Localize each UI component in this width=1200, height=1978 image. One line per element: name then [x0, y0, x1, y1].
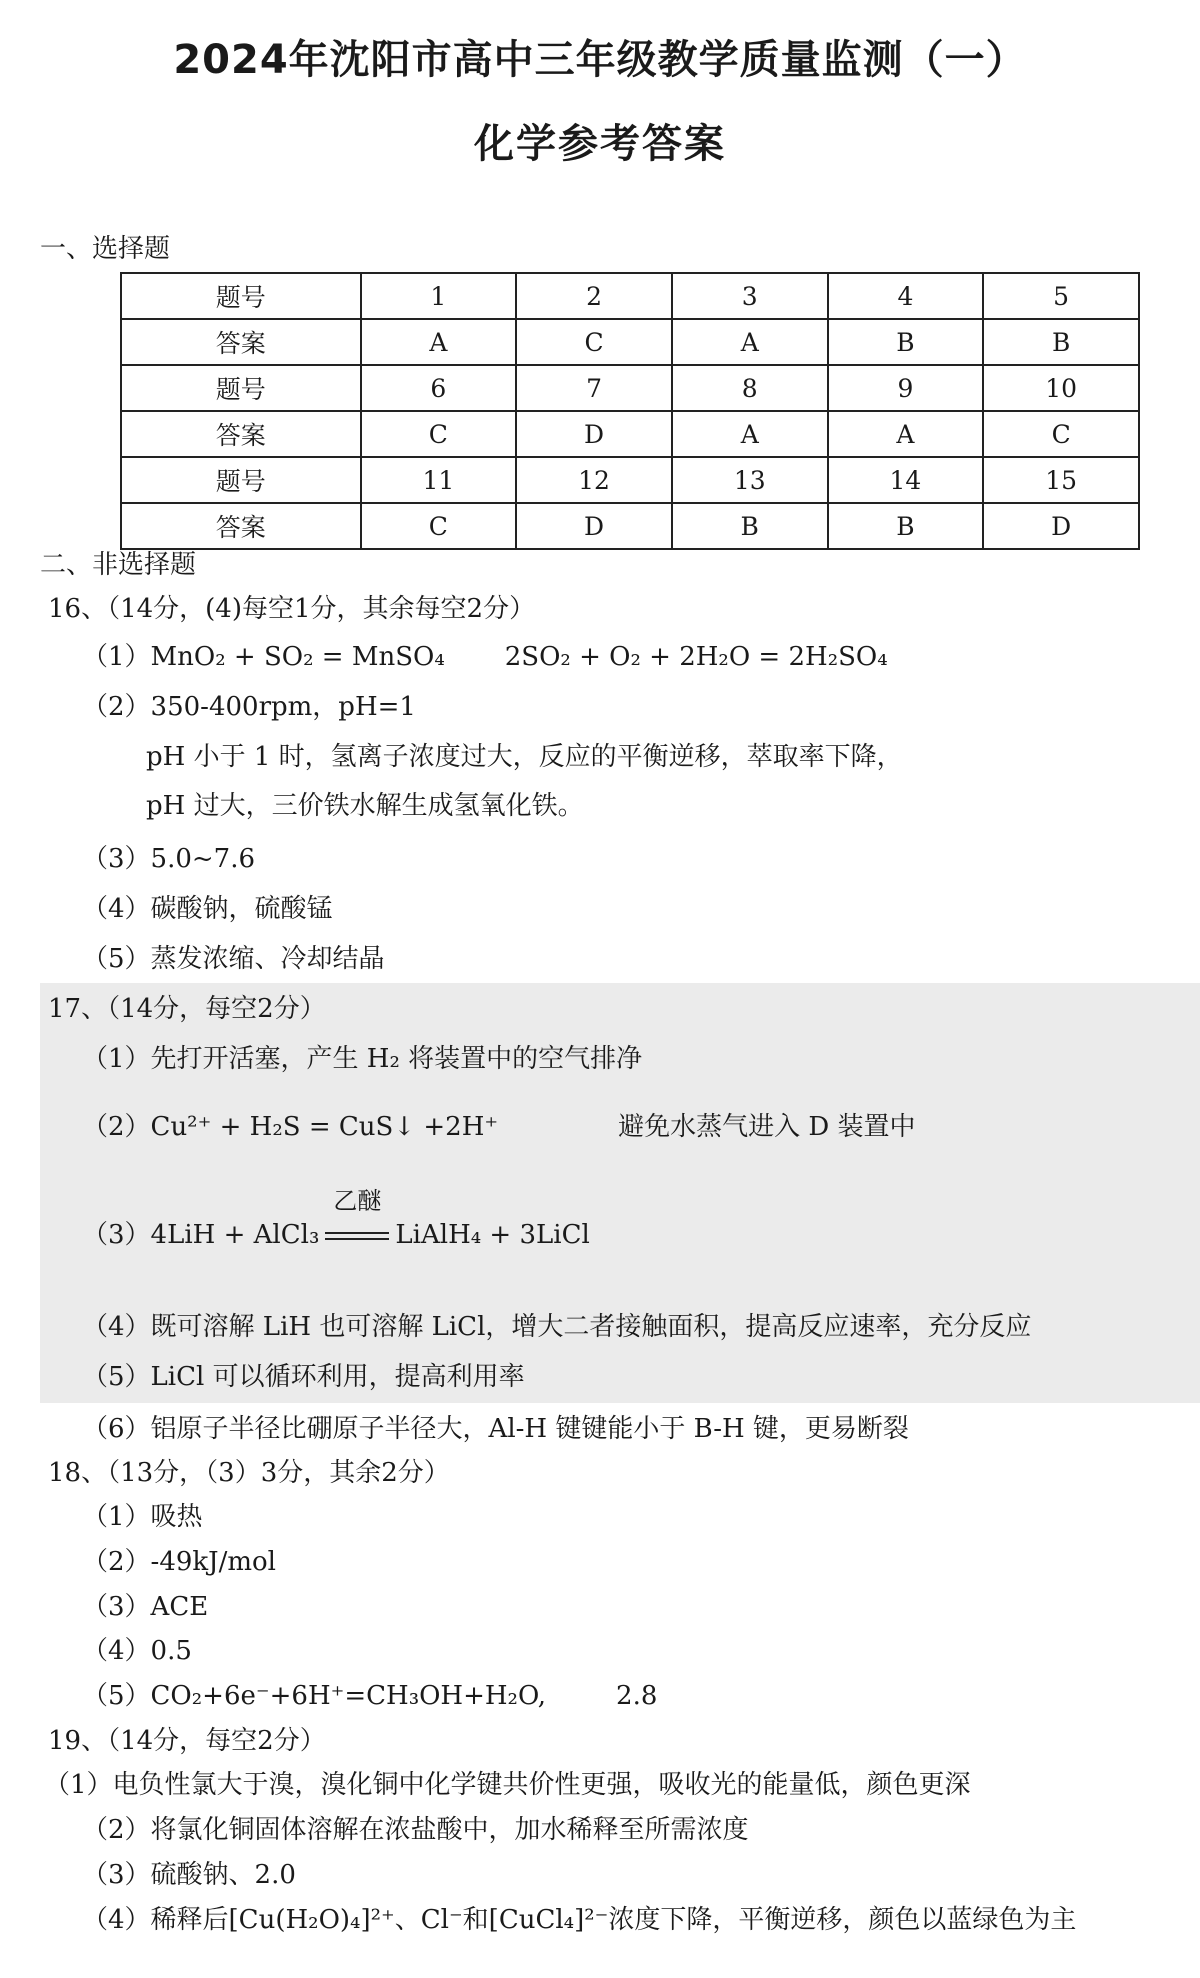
q17-answer-6: （6）铝原子半径比硼原子半径大，Al-H 键键能小于 B-H 键，更易断裂: [82, 1414, 909, 1444]
q16-answer-4: （4）碳酸钠，硫酸锰: [82, 894, 333, 924]
table-row: [121, 457, 1139, 503]
page-subtitle: 化学参考答案: [474, 121, 726, 167]
table-row-header-cell: 答案: [121, 503, 361, 549]
q17-a2-note: 避免水蒸气进入 D 装置中: [618, 1112, 916, 1142]
table-cell: 1: [361, 273, 517, 319]
table-row-header-cell: 答案: [121, 319, 361, 365]
table-cell: 4: [828, 273, 984, 319]
q17-answer-2: [82, 1110, 915, 1144]
q16-answer-2: （2）350-400rpm，pH=1: [82, 692, 416, 722]
q18-answer-5: [82, 1679, 657, 1713]
table-cell: 11: [361, 457, 517, 503]
table-cell: C: [983, 411, 1139, 457]
table-cell: 9: [828, 365, 984, 411]
table-row-header-cell: 答案: [121, 411, 361, 457]
table-cell: 6: [361, 365, 517, 411]
q17-a2-equation: Cu²⁺ + H₂S = CuS↓ +2H⁺: [150, 1112, 499, 1142]
q19-answer-3: （3）硫酸钠、2.0: [82, 1860, 296, 1890]
q16-header: 16、（14分，(4)每空1分，其余每空2分）: [48, 594, 536, 624]
q18-header: 18、（13分，（3）3分，其余2分）: [48, 1458, 450, 1488]
q19-header: 19、（14分，每空2分）: [48, 1726, 326, 1756]
table-cell: 2: [516, 273, 672, 319]
q17-a3-products: LiAlH₄ + 3LiCl: [395, 1220, 590, 1250]
table-cell: 15: [983, 457, 1139, 503]
section-multiple-choice-heading: 一、选择题: [40, 234, 171, 264]
q18-answer-3: （3）ACE: [82, 1592, 209, 1622]
table-row: [121, 319, 1139, 365]
table-cell: 8: [672, 365, 828, 411]
q19-answer-1: （1）电负性氯大于溴，溴化铜中化学键共价性更强，吸收光的能量低，颜色更深: [44, 1770, 971, 1800]
table-cell: D: [516, 503, 672, 549]
q16-answer-2-line-2: pH 过大，三价铁水解生成氢氧化铁。: [146, 791, 584, 821]
q17-header: 17、（14分，每空2分）: [48, 994, 326, 1024]
table-cell: A: [828, 411, 984, 457]
q17-answer-1: （1）先打开活塞，产生 H₂ 将装置中的空气排净: [82, 1044, 643, 1074]
q19-answer-2: （2）将氯化铜固体溶解在浓盐酸中，加水稀释至所需浓度: [82, 1815, 749, 1845]
table-cell: B: [828, 319, 984, 365]
q19-answer-4: （4）稀释后[Cu(H₂O)₄]²⁺、Cl⁻和[CuCl₄]²⁻浓度下降，平衡逆移，颜色以蓝绿色为主: [82, 1905, 1077, 1935]
table-row-header-cell: 题号: [121, 457, 361, 503]
table-cell: C: [361, 411, 517, 457]
q18-answer-4: （4）0.5: [82, 1636, 192, 1666]
q18-a5-value: 2.8: [616, 1681, 658, 1711]
q18-answer-1: （1）吸热: [82, 1502, 203, 1532]
table-cell: D: [516, 411, 672, 457]
q17-answer-4: （4）既可溶解 LiH 也可溶解 LiCl，增大二者接触面积，提高反应速率，充分反应: [82, 1312, 1032, 1342]
q17-a3-label: （3）: [82, 1220, 151, 1250]
table-row: [121, 503, 1139, 549]
q16-a1-equation-1: MnO₂ + SO₂ = MnSO₄: [150, 642, 445, 672]
q18-answer-2: （2）-49kJ/mol: [82, 1547, 276, 1577]
q17-answer-5: （5）LiCl 可以循环利用，提高利用率: [82, 1362, 525, 1392]
table-cell: D: [983, 503, 1139, 549]
q17-answer-3: [82, 1187, 590, 1252]
table-row: [121, 411, 1139, 457]
table-cell: A: [361, 319, 517, 365]
table-cell: A: [672, 319, 828, 365]
answer-table: [120, 272, 1140, 550]
table-cell: C: [361, 503, 517, 549]
q16-a1-equation-2: 2SO₂ + O₂ + 2H₂O = 2H₂SO₄: [504, 642, 888, 672]
q17-a2-label: （2）: [82, 1112, 151, 1142]
table-cell: B: [672, 503, 828, 549]
table-cell: 10: [983, 365, 1139, 411]
reaction-arrow: [325, 1187, 389, 1252]
q16-answer-1: [82, 640, 888, 674]
section-free-response-heading: 二、非选择题: [40, 550, 197, 580]
table-cell: 13: [672, 457, 828, 503]
table-cell: C: [516, 319, 672, 365]
table-cell: B: [983, 319, 1139, 365]
table-row-header-cell: 题号: [121, 365, 361, 411]
table-row: [121, 365, 1139, 411]
q18-a5-equation: （5）CO₂+6e⁻+6H⁺=CH₃OH+H₂O,: [82, 1681, 547, 1711]
table-cell: 14: [828, 457, 984, 503]
table-cell: 7: [516, 365, 672, 411]
table-cell: 3: [672, 273, 828, 319]
page-title: 2024年沈阳市高中三年级教学质量监测（一）: [173, 37, 1027, 83]
q16-answer-2-line-1: pH 小于 1 时，氢离子浓度过大，反应的平衡逆移，萃取率下降，: [146, 742, 903, 772]
table-row-header-cell: 题号: [121, 273, 361, 319]
q16-a1-label: （1）: [82, 642, 151, 672]
q17-a3-reactants: 4LiH + AlCl₃: [150, 1220, 320, 1250]
q16-answer-3: （3）5.0~7.6: [82, 844, 256, 874]
table-cell: 12: [516, 457, 672, 503]
table-cell: 5: [983, 273, 1139, 319]
table-row: [121, 273, 1139, 319]
table-cell: A: [672, 411, 828, 457]
table-cell: B: [828, 503, 984, 549]
q16-answer-5: （5）蒸发浓缩、冷却结晶: [82, 944, 385, 974]
reaction-condition: 乙醚: [333, 1187, 382, 1215]
